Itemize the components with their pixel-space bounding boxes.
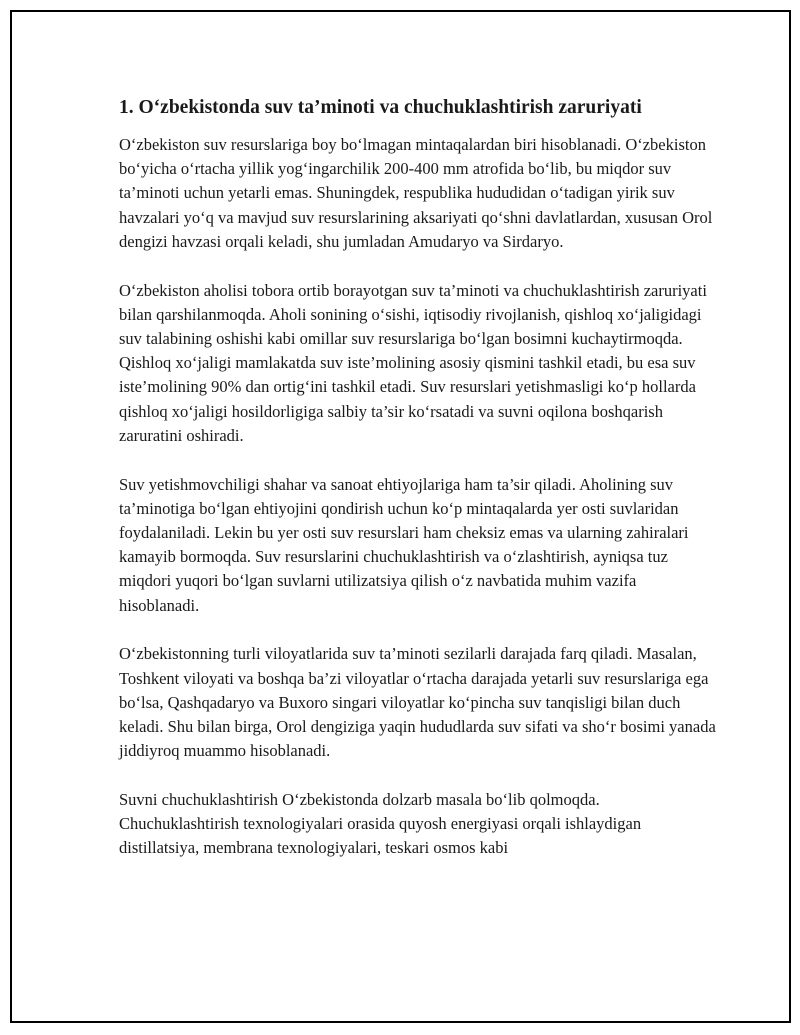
page-frame xyxy=(10,10,791,1023)
paragraph-urban-industrial: Suv yetishmovchiligi shahar va sanoat ehtiyojlariga ham ta’sir qiladi. Aholining suv ta’minotiga bo‘lgan ehtiyojini qondirish uchun ko‘p mintaqalarda yer osti suvlaridan foydalaniladi. Lekin bu yer osti suv resurslari ham cheksiz emas va ularning zahiralari kamayib bormoqda. Suv resurslarini chuchuklashtirish va o‘zlashtirish, ayniqsa tuz miqdori yuqori bo‘lgan suvlarni utilizatsiya qilish o‘z navbatida muhim vazifa hisoblanadi. xyxy=(119,474,689,615)
paragraph-water-resources: O‘zbekiston suv resurslariga boy bo‘lmagan mintaqalardan biri hisoblanadi. O‘zbekiston bo‘yicha o‘rtacha yillik yog‘ingarchilik 200-400 mm atrofida bo‘lib, bu miqdor suv ta’minoti uchun yetarli emas. Shuningdek, respublika hududidan o‘tadigan yirik suv havzalari yo‘q va mavjud suv resurslarining aksariyati qo‘shni davlatlardan, xususan Orol dengizi havzasi orqali keladi, shu jumladan Amudaryo va Sirdaryo. xyxy=(119,135,713,251)
document-content xyxy=(119,95,719,861)
section-title: 1. O‘zbekistonda suv ta’minoti va chuchuklashtirish zaruriyati xyxy=(119,97,642,118)
paragraph-regional-differences: O‘zbekistonning turli viloyatlarida suv ta’minoti sezilarli darajada farq qiladi. Masalan, Toshkent viloyati va boshqa ba’zi viloyatlar o‘rtacha darajada yetarli suv resurslariga ega bo‘lsa, Qashqadaryo va Buxoro singari viloyatlar ko‘pincha suv tanqisligi bilan duch keladi. Shu bilan birga, Orol dengiziga yaqin hududlarda suv sifati va sho‘r bosimi yanada jiddiyroq muammo hisoblanadi. xyxy=(119,644,716,761)
paragraph-desalination: Suvni chuchuklashtirish O‘zbekistonda dolzarb masala bo‘lib qolmoqda. Chuchuklashtirish texnologiyalari orasida quyosh energiyasi orqali ishlaydigan distillatsiya, membrana texnologiyalari, teskari osmos kabi xyxy=(119,790,642,858)
paragraph-population-demand: O‘zbekiston aholisi tobora ortib borayotgan suv ta’minoti va chuchuklashtirish zaruriyati bilan qarshilanmoqda. Aholi sonining o‘sishi, iqtisodiy rivojlanish, qishloq xo‘jaligidagi suv talabining oshishi kabi omillar suv resurslariga bo‘lgan bosimni kuchaytirmoqda. Qishloq xo‘jaligi mamlakatda suv iste’molining asosiy qismini tashkil etadi, bu esa suv iste’molining 90% dan ortig‘ini tashkil etadi. Suv resurslari yetishmasligi ko‘p hollarda qishloq xo‘jaligi hosildorligiga salbiy ta’sir ko‘rsatadi va suvni oqilona boshqarish zaruratini oshiradi. xyxy=(119,280,707,445)
